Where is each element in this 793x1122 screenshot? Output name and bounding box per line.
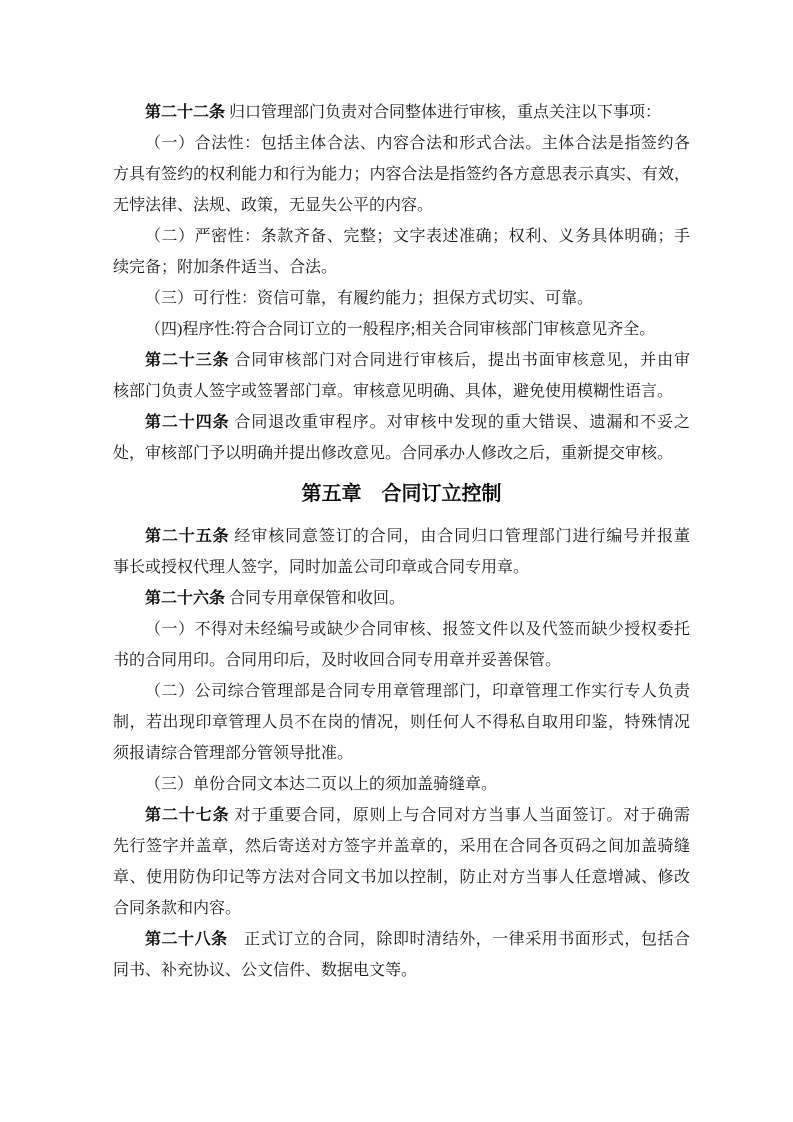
paragraph [113,769,690,800]
text-line: （三）可行性：资信可靠，有履约能力；担保方式切实、可靠。 [145,290,594,307]
article-paragraph [113,521,690,583]
text-line: 同书、补充协议、公文信件、数据电文等。 [113,962,418,979]
text-line: 方具有签约的权利能力和行为能力；内容合法是指签约各方意思表示真实、有效， [113,166,690,183]
text-line: （一）合法性：包括主体合法、内容合法和形式合法。主体合法是指签约各 [145,135,690,152]
text-line: （三）单份合同文本达二页以上的须加盖骑缝章。 [145,776,498,793]
article-number-label: 第二十五条 [145,528,230,545]
text-line: 事长或授权代理人签字，同时加盖公司印章或合同专用章。 [113,559,530,576]
text-line: 第二十四条 合同退改重审程序。对审核中发现的重大错误、遗漏和不妥之 [145,414,690,431]
article-number-label: 第二十三条 [145,352,230,369]
text-line: 第二十六条 合同专用章保管和收回。 [145,590,406,607]
paragraph [113,221,690,283]
chapter-heading: 第五章 合同订立控制 [301,483,502,505]
document-content [113,97,690,986]
text-line: （一）不得对未经编号或缺少合同审核、报签文件以及代签而缺少授权委托 [145,621,690,638]
text-line: 书的合同用印。合同用印后，及时收回合同专用章并妥善保管。 [113,652,562,669]
paragraph [113,614,690,676]
text-line: 章、使用防伪印记等方法对合同文书加以控制，防止对方当事人任意增减、修改 [113,869,690,886]
article-number-label: 第二十八条 [145,931,228,948]
text-line: 第二十二条 归口管理部门负责对合同整体进行审核，重点关注以下事项： [145,104,662,121]
text-line: 先行签字并盖章，然后寄送对方签字并盖章的，采用在合同各页码之间加盖骑缝 [113,838,690,855]
article-number-label: 第二十七条 [145,807,230,824]
article-number-label: 第二十四条 [145,414,230,431]
article-paragraph [113,800,690,924]
text-line: 无悖法律、法规、政策，无显失公平的内容。 [113,197,434,214]
text-line: 第二十八条 正式订立的合同，除即时清结外，一律采用书面形式，包括合 [145,931,690,948]
paragraph [113,283,690,314]
text-line: 须报请综合管理部分管领导批准。 [113,745,354,762]
text-line: 第二十五条 经审核同意签订的合同，由合同归口管理部门进行编号并报董 [145,528,690,545]
text-line: 第二十三条 合同审核部门对合同进行审核后，提出书面审核意见，并由审 [145,352,690,369]
text-line: 制，若出现印章管理人员不在岗的情况，则任何人不得私自取用印鉴，特殊情况 [113,714,690,731]
text-line: 合同条款和内容。 [113,900,242,917]
article-number-label: 第二十六条 [145,590,226,607]
paragraph [113,314,690,345]
text-line: （二）严密性：条款齐备、完整；文字表述准确；权利、义务具体明确；手 [145,228,690,245]
paragraph [113,128,690,221]
article-number-label: 第二十二条 [145,104,226,121]
article-paragraph [113,97,690,128]
article-paragraph [113,583,690,614]
text-line: 核部门负责人签字或签署部门章。审核意见明确、具体，避免使用模糊性语言。 [113,383,674,400]
paragraph [113,676,690,769]
article-paragraph [113,924,690,986]
text-line: 处，审核部门予以明确并提出修改意见。合同承办人修改之后，重新提交审核。 [113,445,674,462]
text-line: （二）公司综合管理部是合同专用章管理部门，印章管理工作实行专人负责 [145,683,690,700]
text-line: 续完备；附加条件适当、合法。 [113,259,338,276]
text-line: （四)程序性:符合合同订立的一般程序;相关合同审核部门审核意见齐全。 [145,321,656,338]
article-paragraph [113,345,690,407]
article-paragraph [113,407,690,469]
text-line: 第二十七条 对于重要合同，原则上与合同对方当事人当面签订。对于确需 [145,807,690,824]
